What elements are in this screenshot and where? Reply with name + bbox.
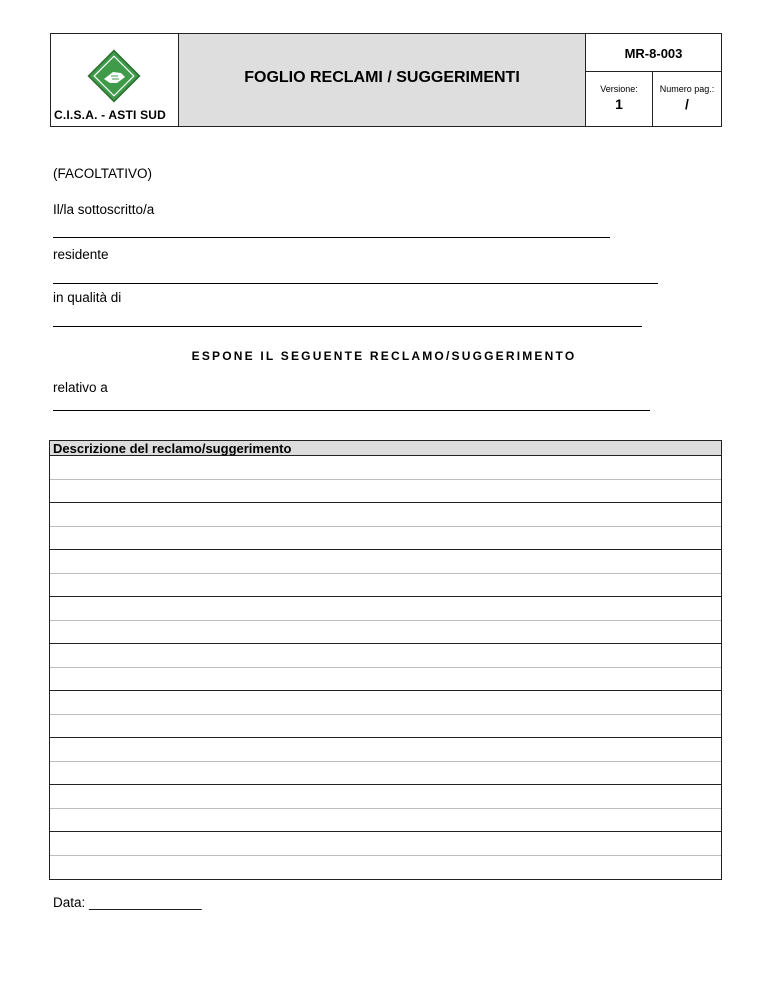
residence-input-line[interactable] [53,283,658,284]
description-line[interactable] [50,503,721,527]
description-line[interactable] [50,785,721,809]
description-line[interactable] [50,644,721,668]
organization-name: C.I.S.A. - ASTI SUD [54,108,167,122]
description-line[interactable] [50,762,721,786]
description-line[interactable] [50,715,721,739]
handshake-logo-icon [84,46,144,106]
residence-label: residente [53,247,109,262]
section-heading: ESPONE IL SEGUENTE RECLAMO/SUGGERIMENTO [191,349,577,363]
document-title: FOGLIO RECLAMI / SUGGERIMENTI [244,69,520,86]
description-table [49,440,722,880]
description-line[interactable] [50,621,721,645]
capacity-label: in qualità di [53,290,122,305]
page-number-label: Numero pag.: [659,84,715,94]
description-line[interactable] [50,832,721,856]
version-cell [586,72,653,126]
title-cell [179,34,586,126]
description-line[interactable] [50,809,721,833]
description-line[interactable] [50,480,721,504]
document-header [50,33,722,127]
description-header: Descrizione del reclamo/suggerimento [50,441,721,456]
description-rows [50,456,721,879]
logo-cell [51,34,179,126]
page-number-cell [653,72,721,126]
document-code: MR-8-003 [586,34,721,72]
description-line[interactable] [50,456,721,480]
description-line[interactable] [50,574,721,598]
related-label: relativo a [53,380,108,395]
related-input-line[interactable] [53,410,650,411]
description-line[interactable] [50,738,721,762]
description-line[interactable] [50,527,721,551]
description-line[interactable] [50,691,721,715]
version-label: Versione: [600,84,638,94]
description-line[interactable] [50,856,721,880]
date-field[interactable]: Data: _______________ [53,895,202,910]
signer-label: Il/la sottoscritto/a [53,202,155,217]
description-line[interactable] [50,597,721,621]
optional-note: (FACOLTATIVO) [53,166,153,181]
description-line[interactable] [50,668,721,692]
signer-input-line[interactable] [53,237,610,238]
capacity-input-line[interactable] [53,326,642,327]
description-line[interactable] [50,550,721,574]
page-number-value: / [685,96,689,112]
version-value: 1 [615,96,623,112]
